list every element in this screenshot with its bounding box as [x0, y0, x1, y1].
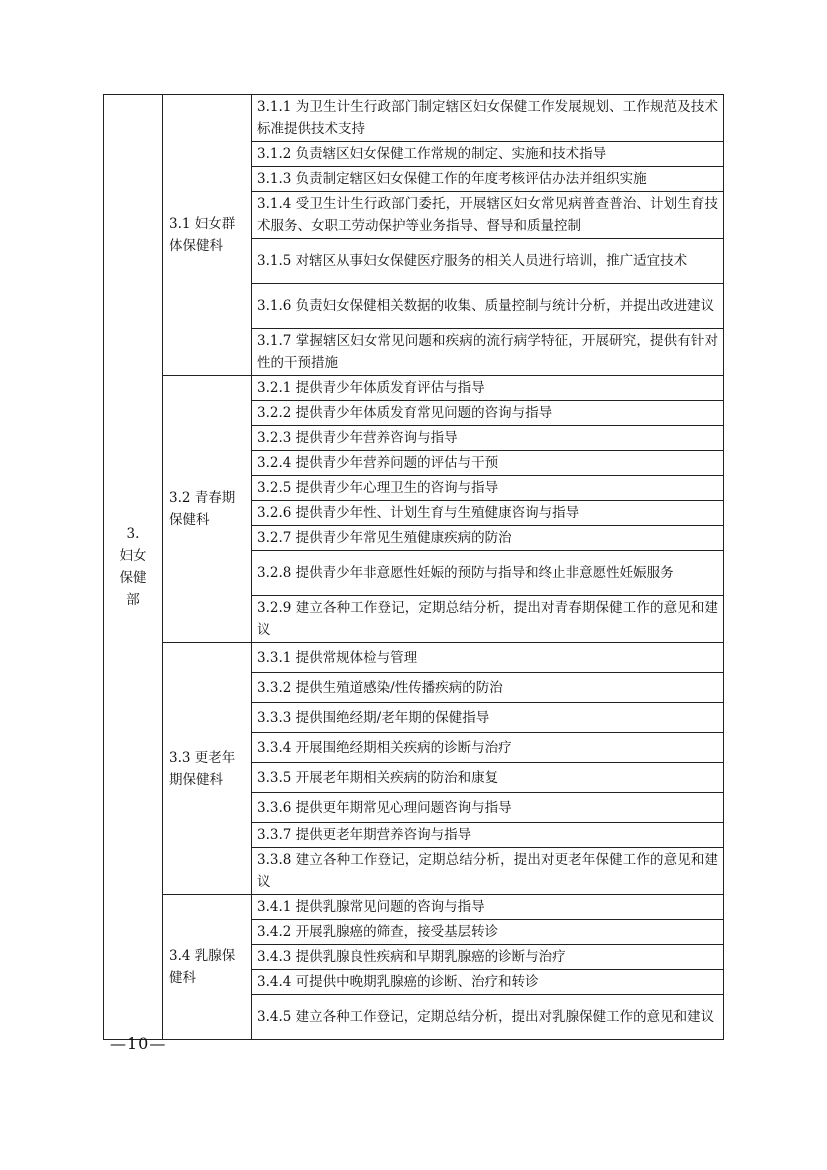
- page-number: —10—: [110, 1034, 167, 1053]
- section-name-cell: 3.3 更老年期保健科: [163, 643, 252, 895]
- duty-item-cell: 3.4.2 开展乳腺癌的筛查，接受基层转诊: [252, 920, 724, 945]
- duty-item-cell: 3.2.1 提供青少年体质发育评估与指导: [252, 376, 724, 401]
- table-row: [104, 643, 724, 673]
- duty-item-cell: 3.1.6 负责妇女保健相关数据的收集、质量控制与统计分析，并提出改进建议: [252, 284, 724, 329]
- duty-item-cell: 3.3.1 提供常规体检与管理: [252, 643, 724, 673]
- section-name-cell: 3.2 青春期保健科: [163, 376, 252, 643]
- duty-item-cell: 3.2.2 提供青少年体质发育常见问题的咨询与指导: [252, 401, 724, 426]
- duty-item-cell: 3.2.6 提供青少年性、计划生育与生殖健康咨询与指导: [252, 501, 724, 526]
- table-row: [104, 376, 724, 401]
- section-name-cell: 3.1 妇女群体保健科: [163, 95, 252, 376]
- duty-item-cell: 3.3.2 提供生殖道感染/性传播疾病的防治: [252, 673, 724, 703]
- duty-item-cell: 3.1.7 掌握辖区妇女常见问题和疾病的流行病学特征，开展研究，提供有针对性的干预措施: [252, 329, 724, 376]
- duty-item-cell: 3.4.3 提供乳腺良性疾病和早期乳腺癌的诊断与治疗: [252, 945, 724, 970]
- duty-item-cell: 3.1.2 负责辖区妇女保健工作常规的制定、实施和技术指导: [252, 142, 724, 167]
- duty-item-cell: 3.2.5 提供青少年心理卫生的咨询与指导: [252, 476, 724, 501]
- duty-item-cell: 3.4.1 提供乳腺常见问题的咨询与指导: [252, 895, 724, 920]
- duty-item-cell: 3.2.8 提供青少年非意愿性妊娠的预防与指导和终止非意愿性妊娠服务: [252, 551, 724, 596]
- duties-table: [103, 94, 724, 1040]
- duty-item-cell: 3.3.6 提供更年期常见心理问题咨询与指导: [252, 793, 724, 823]
- duty-item-cell: 3.4.5 建立各种工作登记，定期总结分析，提出对乳腺保健工作的意见和建议: [252, 995, 724, 1040]
- duty-item-cell: 3.3.7 提供更老年期营养咨询与指导: [252, 823, 724, 848]
- table-row: [104, 95, 724, 142]
- duty-item-cell: 3.2.9 建立各种工作登记，定期总结分析，提出对青春期保健工作的意见和建议: [252, 596, 724, 643]
- duty-item-cell: 3.4.4 可提供中晚期乳腺癌的诊断、治疗和转诊: [252, 970, 724, 995]
- duty-item-cell: 3.3.8 建立各种工作登记，定期总结分析，提出对更老年保健工作的意见和建议: [252, 848, 724, 895]
- duty-item-cell: 3.2.4 提供青少年营养问题的评估与干预: [252, 451, 724, 476]
- duty-item-cell: 3.3.5 开展老年期相关疾病的防治和康复: [252, 763, 724, 793]
- department-cell: 3. 妇女保健部: [104, 95, 163, 1040]
- section-name-cell: 3.4 乳腺保健科: [163, 895, 252, 1040]
- duty-item-cell: 3.1.5 对辖区从事妇女保健医疗服务的相关人员进行培训，推广适宜技术: [252, 239, 724, 284]
- table-row: [104, 895, 724, 920]
- duty-item-cell: 3.1.1 为卫生计生行政部门制定辖区妇女保健工作发展规划、工作规范及技术标准提供技术支持: [252, 95, 724, 142]
- duty-item-cell: 3.2.7 提供青少年常见生殖健康疾病的防治: [252, 526, 724, 551]
- duty-item-cell: 3.2.3 提供青少年营养咨询与指导: [252, 426, 724, 451]
- duty-item-cell: 3.3.4 开展围绝经期相关疾病的诊断与治疗: [252, 733, 724, 763]
- duty-item-cell: 3.3.3 提供围绝经期/老年期的保健指导: [252, 703, 724, 733]
- duty-item-cell: 3.1.4 受卫生计生行政部门委托，开展辖区妇女常见病普查普治、计划生育技术服务、女职工劳动保护等业务指导、督导和质量控制: [252, 192, 724, 239]
- duty-item-cell: 3.1.3 负责制定辖区妇女保健工作的年度考核评估办法并组织实施: [252, 167, 724, 192]
